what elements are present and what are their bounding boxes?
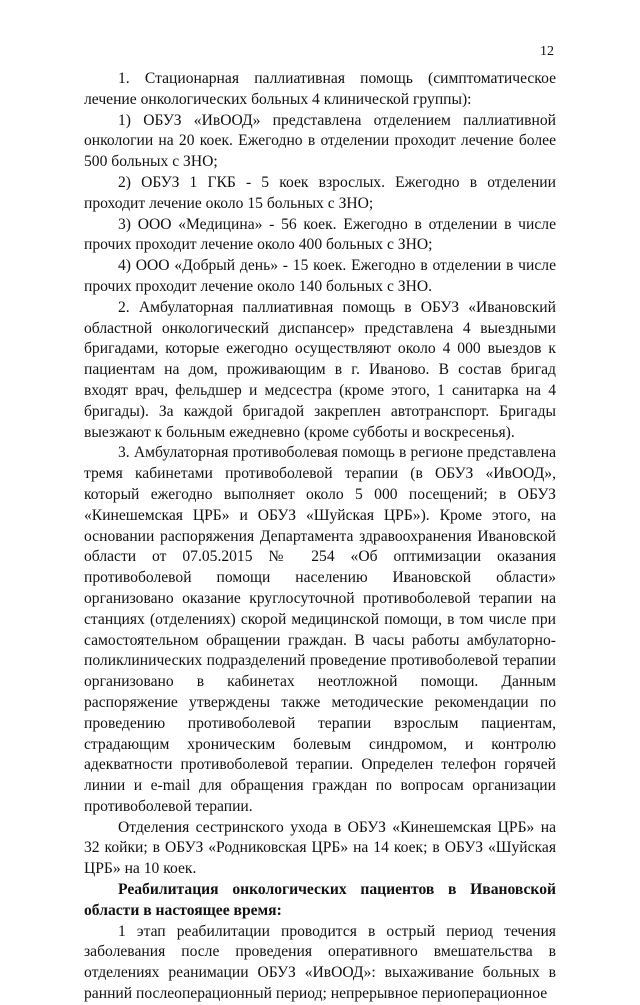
paragraph: 2. Амбулаторная паллиативная помощь в ОБУЗ «Ивановский областной онкологический диспансер» представлена 4 выездными бригадами, которые ежегодно осуществляют около 4 000 выездов к пациентам на дом, проживающим в г. Иваново. В состав бригад входят врач, фельдшер и медсестра (кроме этого, 1 санитарка на 4 бригады). За каждой бригадой закреплен автотранспорт. Бригады выезжают к больным ежедневно (кроме субботы и воскресенья). xyxy=(84,298,556,441)
paragraph: 4) ООО «Добрый день» - 15 коек. Ежегодно в отделении в числе прочих проходит лечение около 140 больных с ЗНО. xyxy=(84,257,556,295)
paragraph: 3. Амбулаторная противоболевая помощь в регионе представлена тремя кабинетами противоболевой терапии (в ОБУЗ «ИвООД», который ежегодно выполняет около 5 000 посещений; в ОБУЗ «Кинешемская ЦРБ» и ОБУЗ «Шуйская ЦРБ»). Кроме этого, на основании распоряжения Департамента здравоохранения Ивановской области от 07.05.2015 № 254 «Об оптимизации оказания противоболевой помощи населению Ивановской области» организовано оказание круглосуточной противоболевой терапии на станциях (отделениях) скорой медицинской помощи, в том числе при самостоятельном обращении граждан. В часы работы амбулаторно-поликлинических подразделений проведение противоболевой терапии организовано в кабинетах неотложной помощи. Данным распоряжение утверждены также методические рекомендации по проведению противоболевой терапии взрослым пациентам, страдающим хроническим болевым синдромом, и контролю адекватности противоболевой терапии. Определен телефон горячей линии и e-mail для обращения граждан по вопросам организации противоболевой терапии. xyxy=(84,444,556,815)
paragraph: 2) ОБУЗ 1 ГКБ - 5 коек взрослых. Ежегодно в отделении проходит лечение около 15 больных с ЗНО; xyxy=(84,173,556,212)
document-body xyxy=(84,69,556,1005)
section-heading: Реабилитация онкологических пациентов в Ивановской области в настоящее время: xyxy=(84,881,556,919)
page-number: 12 xyxy=(540,44,554,59)
paragraph: 1 этап реабилитации проводится в острый период течения заболевания после проведения оперативного вмешательства в отделениях реанимации ОБУЗ «ИвООД»: выхаживание больных в ранний послеоперационный период; непрерывное периоперационное xyxy=(84,922,556,1003)
paragraph: 1) ОБУЗ «ИвООД» представлена отделением паллиативной онкологии на 20 коек. Ежегодно в отделении проходит лечение более 500 больных с ЗНО; xyxy=(84,111,556,171)
paragraph: Отделения сестринского ухода в ОБУЗ «Кинешемская ЦРБ» на 32 койки; в ОБУЗ «Родниковская ЦРБ» на 14 коек; в ОБУЗ «Шуйская ЦРБ» на 10 коек. xyxy=(84,818,556,878)
paragraph: 1. Стационарная паллиативная помощь (симптоматическое лечение онкологических больных 4 клинической группы): xyxy=(84,70,556,108)
paragraph: 3) ООО «Медицина» - 56 коек. Ежегодно в отделении в числе прочих проходит лечение около 400 больных с ЗНО; xyxy=(84,215,556,254)
